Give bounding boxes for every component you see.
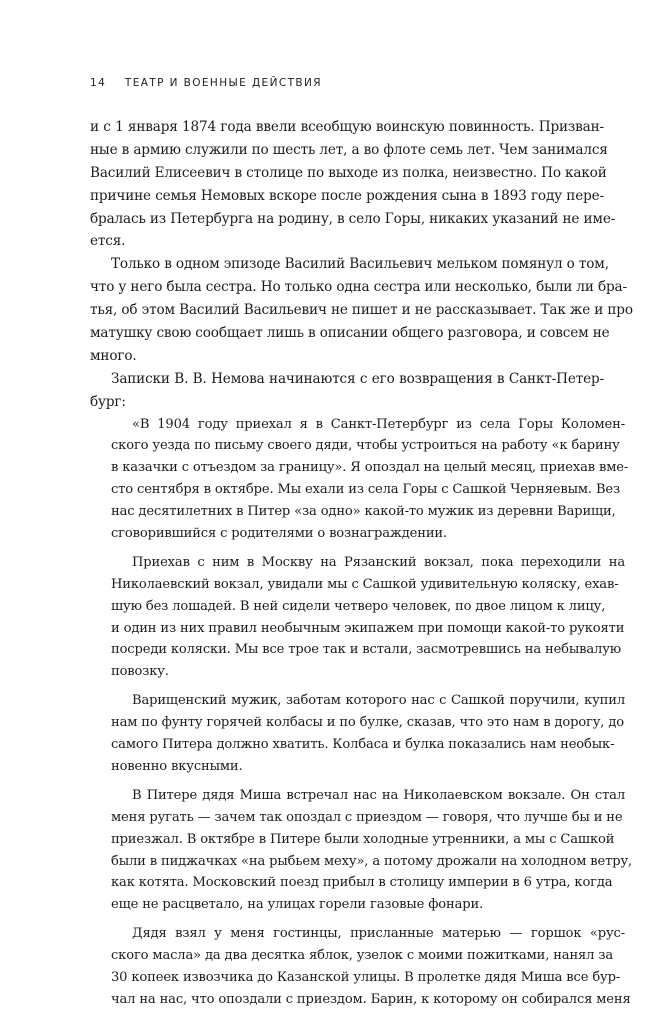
- text-line: Василий Елисеевич в столице по выходе из полка, неизвестно. По какой: [90, 164, 607, 181]
- quote-line: меня ругать — зачем так опоздал с приездом — говоря, что лучше бы и не: [111, 809, 623, 825]
- quote-line: шую без лошадей. В ней сидели четверо человек, по двое лицом к лицу,: [111, 598, 606, 614]
- paragraph: [90, 253, 633, 367]
- text-line: ется.: [90, 233, 126, 250]
- quote-paragraph: [90, 552, 625, 683]
- running-title: ТЕАТР И ВОЕННЫЕ ДЕЙСТВИЯ: [124, 77, 322, 89]
- quote-line: еще не расцветало, на улицах горели газовые фонари.: [111, 897, 484, 913]
- text-line: Только в одном эпизоде Василий Васильевич мельком помянул о том,: [111, 256, 609, 273]
- text-line: матушку свою сообщает лишь в описании общего разговора, и совсем не: [90, 325, 610, 342]
- quote-line: «В 1904 году приехал я в Санкт-Петербург из села Горы Коломен-: [132, 416, 625, 432]
- quote-paragraph: [90, 923, 631, 1011]
- quote-line: нас десятилетних в Питер «за одно» какой-то мужик из деревни Варищи,: [111, 504, 616, 520]
- quote-paragraph: [90, 414, 629, 545]
- quote-line: как котята. Московский поезд прибыл в столицу империи в 6 утра, когда: [111, 875, 613, 891]
- text-line: ные в армию служили по шесть лет, а во флоте семь лет. Чем занимался: [90, 141, 608, 158]
- quote-line: Приехав с ним в Москву на Рязанский вокзал, пока переходили на: [132, 554, 625, 570]
- quote-line: были в пиджачках «на рыбьем меху», а потому дрожали на холодном ветру,: [111, 853, 633, 869]
- quote-line: самого Питера должно хватить. Колбаса и булка показались нам необык-: [111, 737, 615, 753]
- quote-line: посреди коляски. Мы все трое так и встали, засмотревшись на небывалую: [111, 642, 622, 658]
- text-line: и с 1 января 1874 года ввели всеобщую воинскую повинность. Призван-: [90, 119, 604, 135]
- quote-line: и один из них правил необычным экипажем при помощи какой-то рукояти: [111, 620, 625, 636]
- quote-line: 30 копеек извозчика до Казанской улицы. В пролетке дядя Миша все бур-: [111, 969, 621, 985]
- body-text: [90, 116, 633, 1011]
- quote-line: Дядя взял у меня гостинцы, присланные матерью — горшок «рус-: [132, 926, 625, 942]
- text-line: бралась из Петербурга на родину, в село Горы, никаких указаний не име-: [90, 210, 616, 227]
- quote-line: ского масла» да два десятка яблок, узелок с моими пожитками, нанял за: [111, 948, 613, 964]
- page-number: 14: [90, 77, 107, 89]
- paragraph: [90, 368, 604, 414]
- quote-line: В Питере дядя Миша встречал нас на Николаевском вокзале. Он стал: [132, 787, 625, 803]
- block-quote: [90, 414, 633, 1011]
- quote-line: Варищенский мужик, заботам которого нас с Сашкой поручили, купил: [132, 693, 625, 709]
- text-line: тья, об этом Василий Васильевич не пишет и не рассказывает. Так же и про: [90, 302, 633, 319]
- book-page: [90, 0, 633, 1007]
- quote-paragraph: [90, 785, 633, 916]
- quote-line: приезжал. В октябре в Питере были холодные утренники, а мы с Сашкой: [111, 831, 615, 847]
- quote-line: нам по фунту горячей колбасы и по булке, сказав, что это нам в дорогу, до: [111, 715, 624, 731]
- text-line: что у него была сестра. Но только одна сестра или несколько, были ли бра-: [90, 279, 627, 296]
- text-line: Записки В. В. Немова начинаются с его возвращения в Санкт-Петер-: [111, 370, 604, 387]
- text-line: много.: [90, 347, 137, 364]
- paragraph: [90, 116, 616, 253]
- quote-line: в казачки с отъездом за границу». Я опоздал на целый месяц, приехав вме-: [111, 460, 629, 476]
- quote-line: повозку.: [111, 664, 169, 680]
- text-line: бург:: [90, 393, 126, 410]
- quote-line: новенно вкусными.: [111, 758, 243, 774]
- text-line: причине семья Немовых вскоре после рождения сына в 1893 году пере-: [90, 187, 604, 204]
- quote-line: чал на нас, что опоздали с приездом. Барин, к которому он собирался меня: [111, 991, 631, 1007]
- quote-line: ского уезда по письму своего дяди, чтобы устроиться на работу «к барину: [111, 438, 620, 454]
- quote-line: Николаевский вокзал, увидали мы с Сашкой удивительную коляску, ехав-: [111, 576, 619, 592]
- quote-line: сговорившийся с родителями о вознаграждении.: [111, 526, 448, 542]
- quote-line: сто сентября в октябре. Мы ехали из села Горы с Сашкой Черняевым. Вез: [111, 482, 621, 498]
- running-head: [90, 77, 322, 89]
- quote-paragraph: [90, 690, 625, 778]
